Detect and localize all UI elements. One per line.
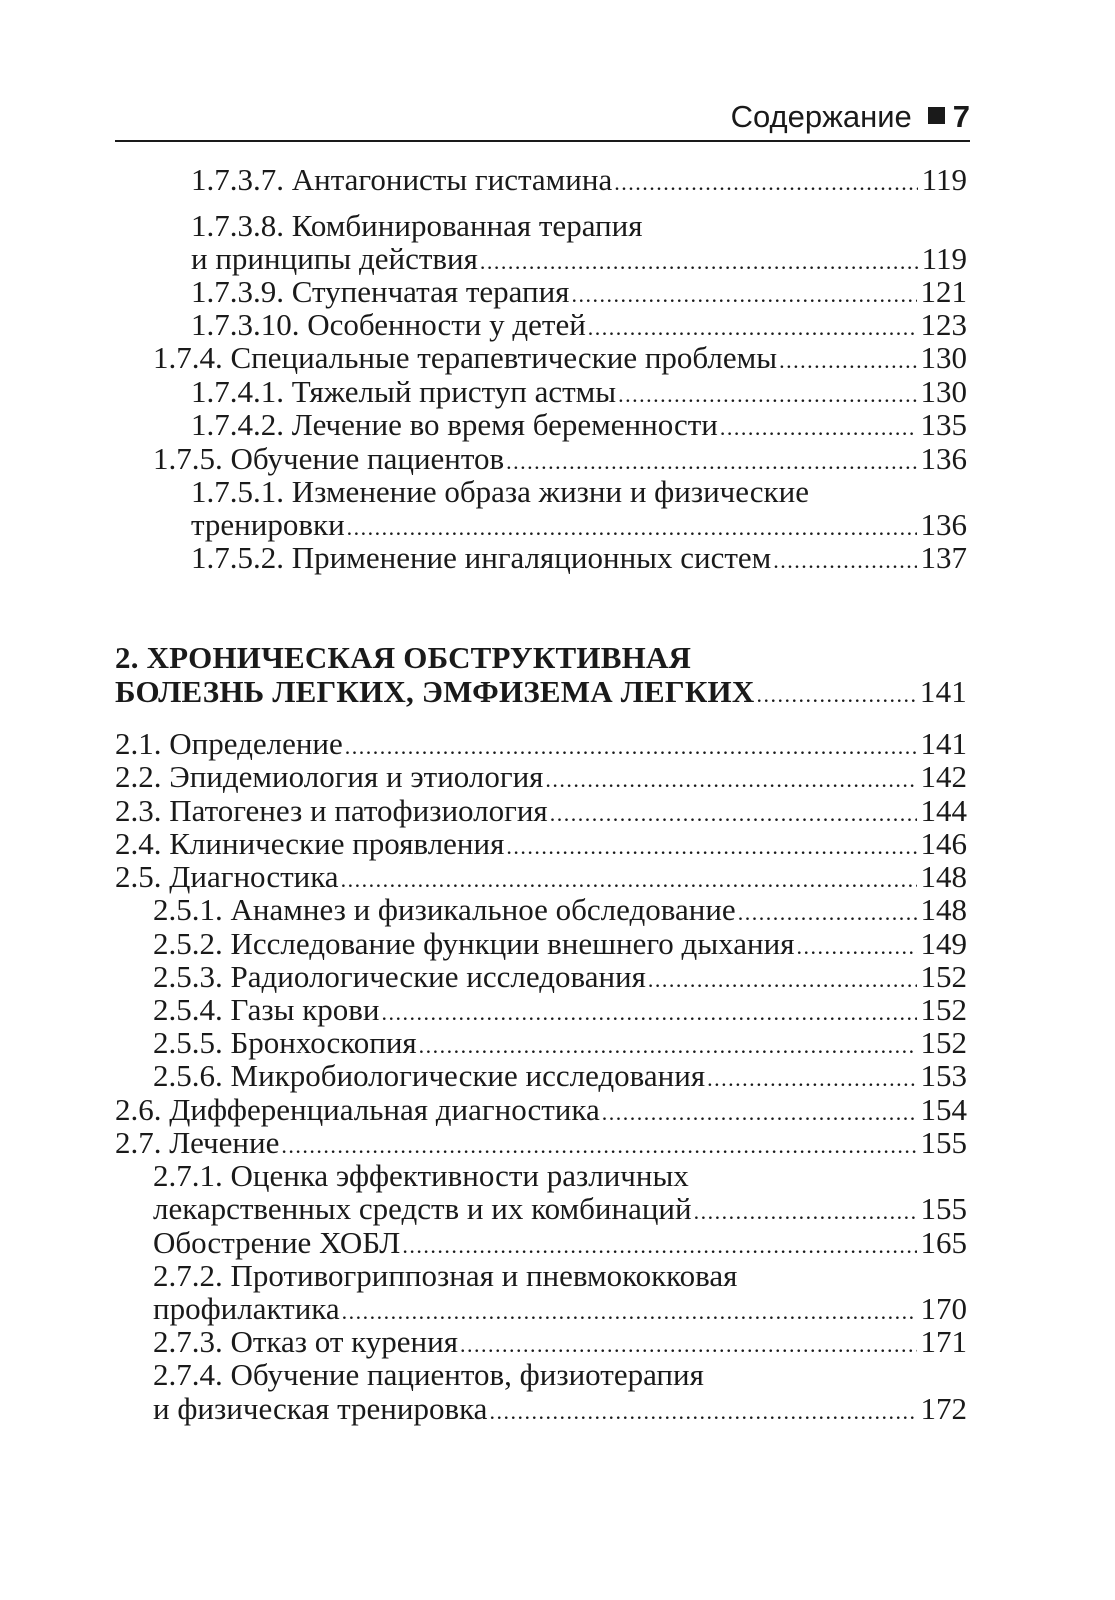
dot-leader bbox=[489, 1394, 916, 1430]
toc-entry-page: 144 bbox=[920, 793, 967, 828]
toc-entry-page: 154 bbox=[920, 1092, 967, 1127]
toc-entry-page: 119 bbox=[921, 162, 967, 197]
toc-entry-text: тренировки bbox=[191, 507, 345, 542]
toc-entry-text: 1.7.5. Обучение пациентов bbox=[153, 441, 505, 476]
toc-entry-text: 2.7.2. Противогриппозная и пневмококковая bbox=[153, 1258, 738, 1293]
toc-entry-text: 1.7.5.2. Применение ингаляционных систем bbox=[191, 540, 772, 575]
toc-entry-page: 155 bbox=[920, 1191, 967, 1226]
toc-entry bbox=[191, 307, 967, 343]
toc-entry-text: 2.5.1. Анамнез и физикальное обследование bbox=[153, 892, 736, 927]
toc-entry bbox=[153, 1391, 967, 1427]
toc-entry bbox=[153, 1324, 967, 1360]
toc-entry-page: 153 bbox=[920, 1058, 967, 1093]
dot-leader bbox=[773, 543, 916, 579]
toc-entry bbox=[191, 507, 967, 543]
toc-entry-page: 146 bbox=[920, 826, 967, 861]
toc-entry-page: 141 bbox=[920, 726, 967, 761]
toc-entry-text: 2.7.4. Обучение пациентов, физиотерапия bbox=[153, 1357, 704, 1392]
toc-entry-page: 130 bbox=[920, 374, 967, 409]
toc-entry bbox=[191, 374, 967, 410]
toc-entry-text: 1.7.3.8. Комбинированная терапия bbox=[191, 208, 643, 243]
toc-entry-page: 152 bbox=[920, 959, 967, 994]
chapter-heading-text: 2. ХРОНИЧЕСКАЯ ОБСТРУКТИВНАЯ bbox=[115, 640, 692, 675]
toc-entry bbox=[191, 241, 967, 277]
toc-entry-text: 2.5.4. Газы крови bbox=[153, 992, 380, 1027]
toc-entry-text: 1.7.3.7. Антагонисты гистамина bbox=[191, 162, 613, 197]
toc-entry-text: 2.6. Дифференциальная диагностика bbox=[115, 1092, 600, 1127]
toc-entry-text: Обострение ХОБЛ bbox=[153, 1225, 401, 1260]
toc-entry-page: 136 bbox=[920, 507, 967, 542]
toc-entry-text: 1.7.3.10. Особенности у детей bbox=[191, 307, 586, 342]
toc-entry bbox=[153, 1058, 967, 1094]
toc-entry bbox=[153, 926, 967, 962]
toc-entry-text: 1.7.4.2. Лечение во время беременности bbox=[191, 407, 718, 442]
chapter-heading bbox=[115, 640, 691, 676]
toc-entry-text: 1.7.5.1. Изменение образа жизни и физические bbox=[191, 474, 809, 509]
toc-entry-text: 2.7. Лечение bbox=[115, 1125, 280, 1160]
toc-entry-text: 2.7.1. Оценка эффективности различных bbox=[153, 1158, 689, 1193]
chapter-heading bbox=[115, 674, 967, 710]
toc-entry-page: 148 bbox=[920, 892, 967, 927]
toc-entry bbox=[153, 1258, 737, 1294]
toc-entry bbox=[153, 892, 967, 928]
toc-entry-page: 121 bbox=[920, 274, 967, 309]
toc-entry-text: 2.5.6. Микробиологические исследования bbox=[153, 1058, 706, 1093]
toc-entry-page: 165 bbox=[920, 1225, 967, 1260]
toc-entry bbox=[191, 407, 967, 443]
square-bullet-icon bbox=[928, 107, 945, 124]
toc-entry bbox=[115, 759, 967, 795]
toc-entry-text: 2.1. Определение bbox=[115, 726, 343, 761]
toc-entry bbox=[191, 474, 809, 510]
running-header-content bbox=[731, 100, 970, 134]
toc-entry-text: 2.5.2. Исследование функции внешнего дыхания bbox=[153, 926, 795, 961]
toc-entry bbox=[115, 859, 967, 895]
toc-entry-text: профилактика bbox=[153, 1291, 340, 1326]
toc-entry bbox=[153, 959, 967, 995]
toc-entry bbox=[191, 540, 967, 576]
dot-leader bbox=[756, 677, 915, 713]
toc-entry-text: 2.3. Патогенез и патофизиология bbox=[115, 793, 548, 828]
toc-entry bbox=[153, 340, 967, 376]
running-header-title: Содержание bbox=[730, 99, 912, 134]
toc-entry-page: 170 bbox=[920, 1291, 967, 1326]
dot-leader bbox=[614, 165, 917, 201]
toc-entry-text: и принципы действия bbox=[191, 241, 478, 276]
toc-entry-page: 152 bbox=[920, 992, 967, 1027]
toc-entry-text: и физическая тренировка bbox=[153, 1391, 488, 1426]
toc-entry-page: 149 bbox=[920, 926, 967, 961]
toc-entry-page: 172 bbox=[920, 1391, 967, 1426]
toc-entry-text: 1.7.4.1. Тяжелый приступ астмы bbox=[191, 374, 617, 409]
toc-entry bbox=[153, 1191, 967, 1227]
toc-entry-text: лекарственных средств и их комбинаций bbox=[153, 1191, 692, 1226]
toc-entry-text: 2.4. Клинические проявления bbox=[115, 826, 505, 861]
page-number: 7 bbox=[952, 99, 970, 134]
toc-entry bbox=[191, 162, 967, 198]
toc-entry bbox=[115, 793, 967, 829]
toc-entry-text: 2.2. Эпидемиология и этиология bbox=[115, 759, 544, 794]
toc-entry-page: 135 bbox=[920, 407, 967, 442]
toc-entry-text: 1.7.4. Специальные терапевтические проблемы bbox=[153, 340, 778, 375]
toc-entry bbox=[153, 441, 967, 477]
toc-entry-text: 2.5.3. Радиологические исследования bbox=[153, 959, 646, 994]
toc-entry-text: 2.7.3. Отказ от курения bbox=[153, 1324, 458, 1359]
chapter-heading-text: БОЛЕЗНЬ ЛЕГКИХ, ЭМФИЗЕМА ЛЕГКИХ bbox=[115, 674, 755, 709]
toc-entry-page: 137 bbox=[920, 540, 967, 575]
toc-entry-page: 123 bbox=[920, 307, 967, 342]
toc-entry-text: 2.5. Диагностика bbox=[115, 859, 339, 894]
running-header bbox=[115, 92, 970, 142]
toc-entry bbox=[153, 1025, 967, 1061]
toc-entry-page: 171 bbox=[920, 1324, 967, 1359]
toc-entry-page: 155 bbox=[920, 1125, 967, 1160]
toc-entry-page: 119 bbox=[921, 241, 967, 276]
toc-entry bbox=[153, 1291, 967, 1327]
toc-entry bbox=[115, 1125, 967, 1161]
toc-entry bbox=[153, 1158, 689, 1194]
toc-entry-text: 2.5.5. Бронхоскопия bbox=[153, 1025, 417, 1060]
toc-entry bbox=[115, 826, 967, 862]
toc-entry bbox=[153, 1357, 704, 1393]
toc-entry-page: 130 bbox=[920, 340, 967, 375]
toc-entry-text: 1.7.3.9. Ступенчатая терапия bbox=[191, 274, 570, 309]
toc-entry bbox=[153, 992, 967, 1028]
toc-entry bbox=[153, 1225, 967, 1261]
toc-entry bbox=[191, 274, 967, 310]
toc-entry bbox=[115, 1092, 967, 1128]
toc-entry-page: 142 bbox=[920, 759, 967, 794]
toc-entry bbox=[191, 208, 642, 244]
toc-entry-page: 148 bbox=[920, 859, 967, 894]
toc-entry-page: 141 bbox=[919, 674, 967, 709]
toc-entry-page: 152 bbox=[920, 1025, 967, 1060]
toc-entry bbox=[115, 726, 967, 762]
toc-entry-page: 136 bbox=[920, 441, 967, 476]
